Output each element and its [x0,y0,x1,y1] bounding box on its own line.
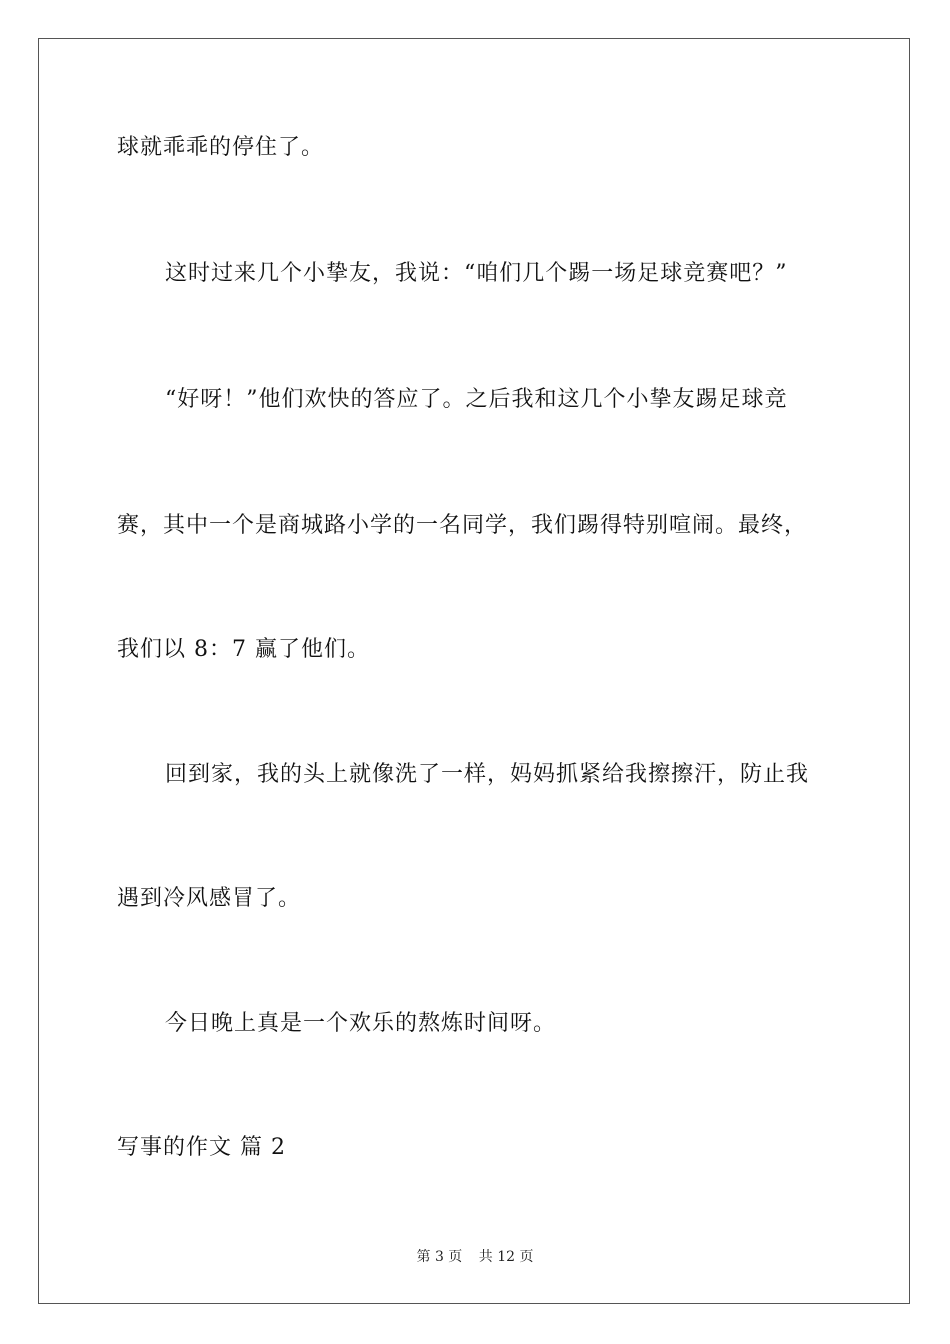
text-line: 赛，其中一个是商城路小学的一名同学，我们踢得特别喧闹。最终， [117,513,808,538]
text-line: 球就乖乖的停住了。 [117,135,325,160]
page-frame [38,38,910,1304]
page-number: 第 3 页 [416,1249,463,1265]
text-line: 遇到冷风感冒了。 [117,886,302,911]
text-line: 回到家，我的头上就像洗了一样，妈妈抓紧给我擦擦汗，防止我 [165,762,810,787]
text-line: 我们以 8：7 赢了他们。 [117,637,370,662]
text-line: 今日晚上真是一个欢乐的熬炼时间呀。 [165,1011,557,1036]
page-total: 共 12 页 [478,1249,534,1265]
text-line: “好呀！”他们欢快的答应了。之后我和这几个小挚友踢足球竞 [165,387,788,412]
section-heading: 写事的作文 篇 2 [117,1135,286,1160]
page-footer [0,1248,950,1266]
text-line: 这时过来几个小挚友，我说：“咱们几个踢一场足球竞赛吧？” [165,261,788,286]
